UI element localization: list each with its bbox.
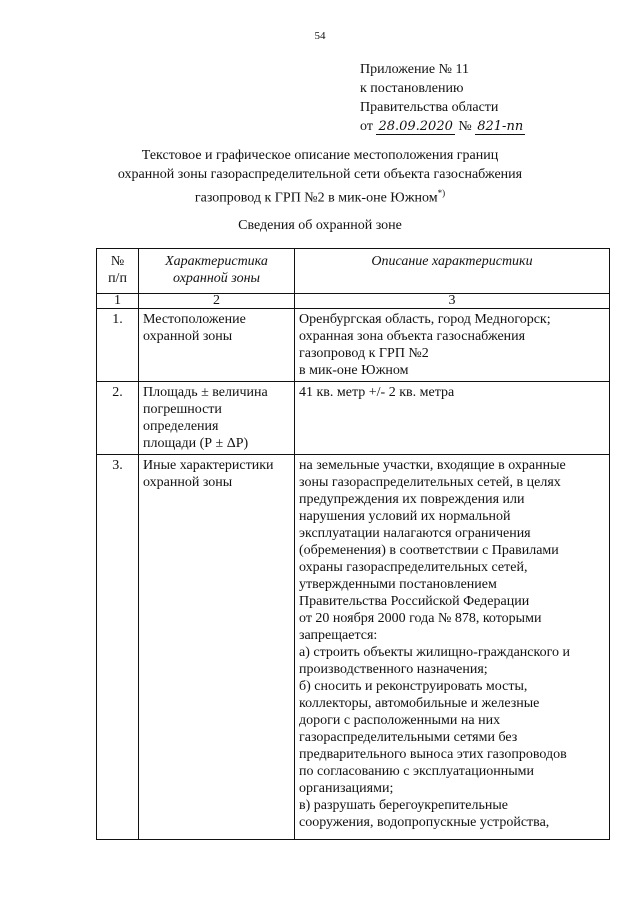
text-line: охранной зоны	[143, 475, 233, 490]
column-index: 1	[97, 294, 139, 309]
appendix-header	[360, 60, 620, 136]
text-line: производственного назначения;	[299, 662, 488, 677]
text-line: определения	[143, 419, 219, 434]
text-line: запрещается:	[299, 628, 378, 643]
row-characteristic	[139, 309, 295, 382]
text-line: сооружения, водопропускные устройства,	[299, 815, 550, 830]
text-line: дороги с расположенными на них	[299, 713, 501, 728]
header-num	[97, 249, 139, 294]
title-line: охранной зоны газораспределительной сети объекта газоснабжения	[117, 167, 523, 182]
title-line	[0, 184, 640, 208]
appendix-date-line	[360, 117, 620, 136]
text-line: Правительства Российской Федерации	[299, 594, 530, 609]
table-row	[97, 382, 610, 455]
section-subtitle: Сведения об охранной зоне	[238, 218, 402, 233]
text-line: охранная зона объекта газоснабжения	[299, 329, 526, 344]
text-line: от 20 ноября 2000 года № 878, которыми	[299, 611, 542, 626]
text-line: газораспределительными сетями без	[299, 730, 518, 745]
text-line: охраны газораспределительных сетей,	[299, 560, 528, 575]
row-description	[295, 455, 610, 840]
row-characteristic	[139, 382, 295, 455]
text-line: коллекторы, автомобильные и железные	[299, 696, 540, 711]
title-line-text: газопровод к ГРП №2 в мик-оне Южном	[194, 190, 438, 206]
header-description: Описание характеристики	[295, 249, 610, 294]
text-line: организациями;	[299, 781, 394, 796]
document-title	[0, 146, 640, 208]
text-line: Оренбургская область, город Медногорск;	[299, 312, 551, 327]
table-row	[97, 455, 610, 840]
handwritten-date: 28.09.2020	[378, 119, 453, 134]
appendix-line: Приложение № 11	[360, 62, 469, 77]
header-num-line: №	[110, 254, 125, 269]
header-num-line: п/п	[108, 271, 127, 286]
header-characteristic	[139, 249, 295, 294]
title-line: Текстовое и графическое описание местоположения границ	[141, 148, 499, 163]
page-number: 54	[314, 30, 326, 42]
text-line: а) строить объекты жилищно-гражданского и	[299, 645, 570, 660]
table-row	[97, 309, 610, 382]
text-line: Площадь ± величина	[143, 385, 268, 400]
row-number: 2.	[97, 382, 139, 455]
zone-info-table	[96, 248, 610, 840]
column-index-row	[97, 294, 610, 309]
column-index: 2	[139, 294, 295, 309]
row-description	[295, 382, 610, 455]
text-line: б) сносить и реконструировать мосты,	[299, 679, 528, 694]
row-number: 3.	[97, 455, 139, 840]
row-number: 1.	[97, 309, 139, 382]
column-index: 3	[295, 294, 610, 309]
text-line: предупреждения их повреждения или	[299, 492, 525, 507]
text-line: охранной зоны	[143, 329, 233, 344]
text-line: (обременения) в соответствии с Правилами	[299, 543, 559, 558]
text-line: 41 кв. метр +/- 2 кв. метра	[299, 385, 455, 400]
text-line: по согласованию с эксплуатационными	[299, 764, 534, 779]
footnote-mark: *)	[437, 188, 446, 198]
text-line: Местоположение	[143, 312, 246, 327]
table-header-row	[97, 249, 610, 294]
handwritten-number: 821-пп	[477, 119, 524, 134]
header-characteristic-line: Характеристика	[165, 254, 268, 269]
text-line: нарушения условий их нормальной	[299, 509, 511, 524]
text-line: площади (Р ± ΔР)	[143, 436, 249, 451]
text-line: в мик-оне Южном	[299, 363, 409, 378]
text-line: в) разрушать берегоукрепительные	[299, 798, 509, 813]
appendix-line: Правительства области	[360, 100, 499, 115]
appendix-line: к постановлению	[360, 81, 464, 96]
header-characteristic-line: охранной зоны	[172, 271, 261, 286]
row-characteristic	[139, 455, 295, 840]
text-line: эксплуатации налагаются ограничения	[299, 526, 531, 541]
number-prefix: №	[458, 119, 472, 134]
text-line: утвержденными постановлением	[299, 577, 497, 592]
row-description	[295, 309, 610, 382]
date-prefix: от	[360, 119, 373, 134]
text-line: зоны газораспределительных сетей, в целях	[299, 475, 561, 490]
text-line: Иные характеристики	[143, 458, 274, 473]
text-line: погрешности	[143, 402, 222, 417]
text-line: газопровод к ГРП №2	[299, 346, 429, 361]
text-line: предварительного выноса этих газопроводов	[299, 747, 567, 762]
text-line: на земельные участки, входящие в охранные	[299, 458, 566, 473]
